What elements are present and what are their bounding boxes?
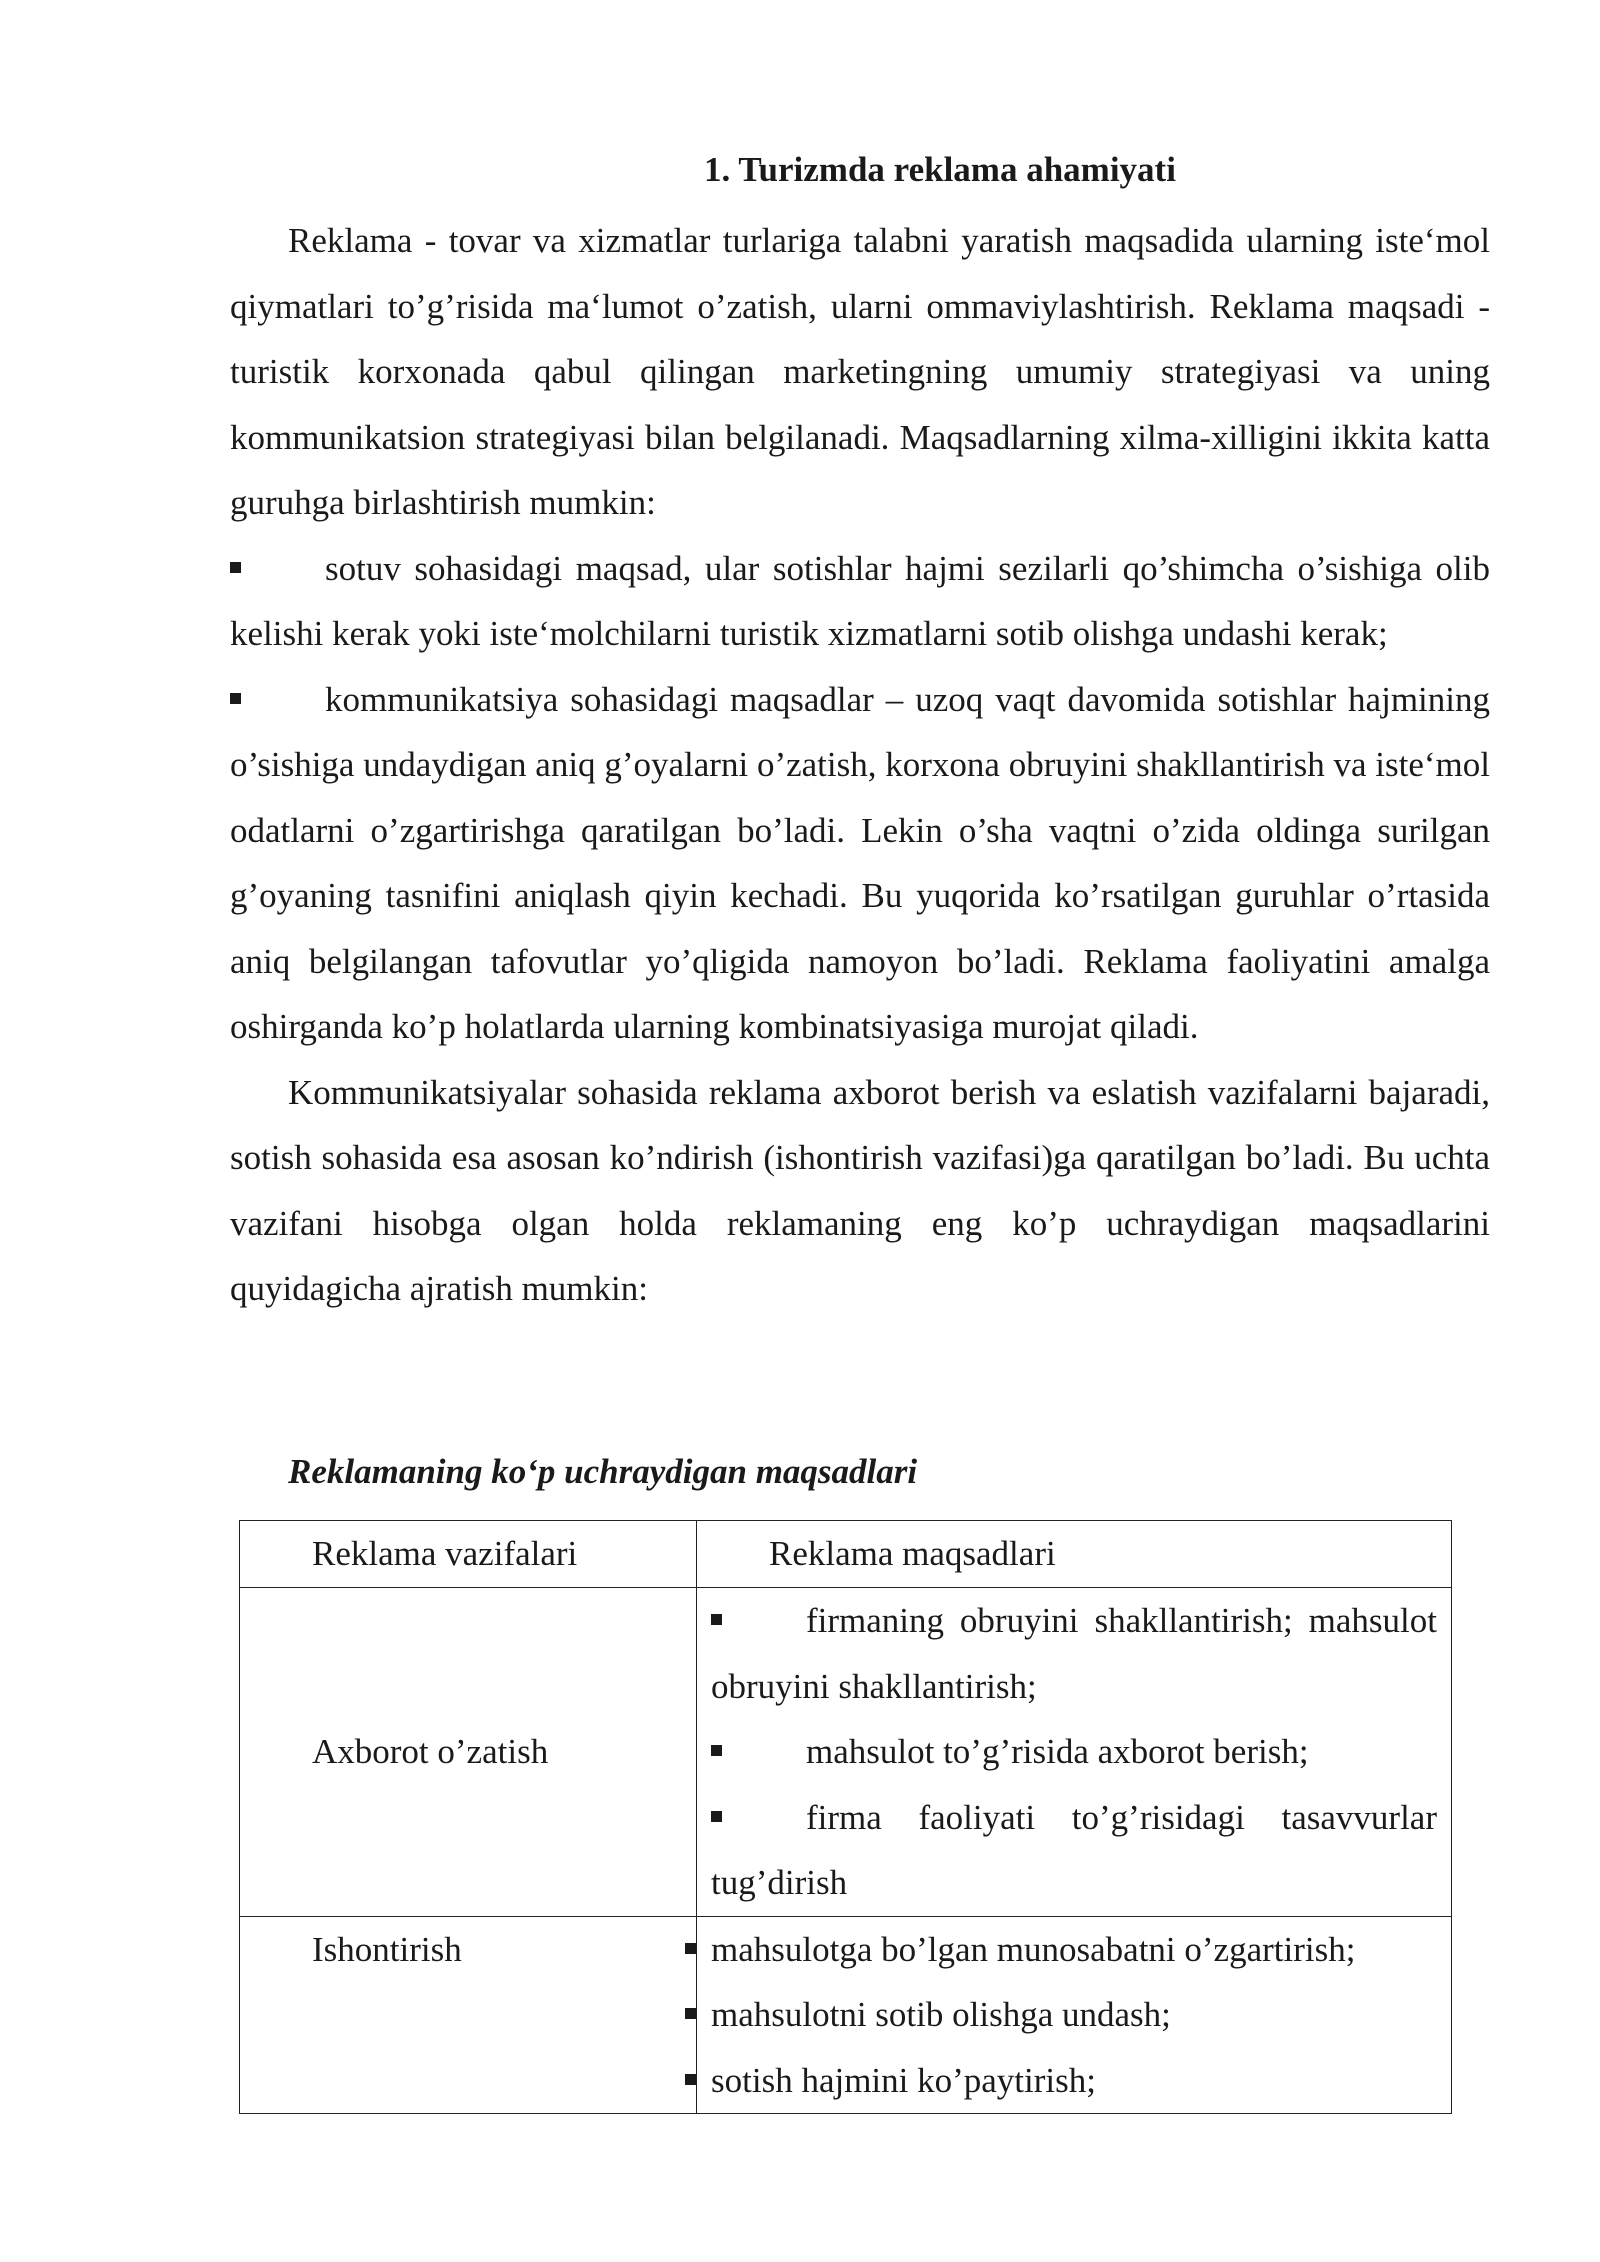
table-header-cell: Reklama maqsadlari	[697, 1521, 1452, 1588]
goal-list	[697, 1917, 1451, 2114]
square-bullet-icon	[711, 1811, 722, 1822]
square-bullet-icon	[711, 1614, 722, 1625]
table-cell-task: Axborot o’zatish	[240, 1588, 697, 1917]
paragraph-definition: Reklama - tovar va xizmatlar turlariga talabni yaratish maqsadida ularning iste‘mol qiymatlari to’g’risida ma‘lumot o’zatish, ularni ommaviylashtirish. Reklama maqsadi - turistik korxonada qabul qilingan marketingning umumiy strategiyasi va uning kommunikatsion strategiyasi bilan belgilanadi. Maqsadlarning xilma-xilligini ikkita katta guruhga birlashtirish mumkin:	[230, 221, 1490, 522]
goal-text: mahsulotni sotib olishga undash;	[711, 1995, 1171, 2034]
square-bullet-icon	[685, 2008, 696, 2019]
goal-item	[711, 1785, 1437, 1916]
goal-text: mahsulot to’g’risida axborot berish;	[806, 1732, 1309, 1771]
bullet-text: sotuv sohasidagi maqsad, ular sotishlar hajmi sezilarli qo’shimcha o’sishiga olib kelishi kerak yoki iste‘molchilarni turistik xizmatlarni sotib olishga undashi kerak;	[230, 548, 1490, 653]
table-cell-goals	[697, 1916, 1452, 2114]
table-caption: Reklamaning ko‘p uchraydigan maqsadlari	[288, 1452, 918, 1491]
body-text	[230, 208, 1490, 1322]
square-bullet-icon	[711, 1745, 722, 1756]
goal-item	[711, 1982, 1437, 2048]
goal-item	[711, 1917, 1437, 1983]
table-header-row	[240, 1521, 1452, 1588]
bullet-item-communication-goal	[230, 667, 1490, 1060]
table-row	[240, 1916, 1452, 2114]
advertising-goals-table	[239, 1520, 1452, 2114]
square-bullet-icon	[230, 693, 241, 704]
table-cell-task: Ishontirish	[240, 1916, 697, 2114]
square-bullet-icon	[685, 2074, 696, 2085]
goal-list	[697, 1588, 1451, 1916]
goal-text: firmaning obruyini shakllantirish; mahsulot obruyini shakllantirish;	[711, 1601, 1437, 1706]
square-bullet-icon	[230, 562, 241, 573]
square-bullet-icon	[685, 1943, 696, 1954]
table-row	[240, 1588, 1452, 1917]
bullet-text: kommunikatsiya sohasidagi maqsadlar – uzoq vaqt davomida sotishlar hajmining o’sishiga undaydigan aniq g’oyalarni o’zatish, korxona obruyini shakllantirish va iste‘mol odatlarni o’zgartirishga qaratilgan bo’ladi. Lekin o’sha vaqtni o’zida oldinga surilgan g’oyaning tasnifini aniqlash qiyin kechadi. Bu yuqorida ko’rsatilgan guruhlar o’rtasida aniq belgilangan tafovutlar yo’qligida namoyon bo’ladi. Reklama faoliyatini amalga oshirganda ko’p holatlarda ularning kombinatsiyasiga murojat qiladi.	[230, 679, 1490, 1046]
section-heading: 1. Turizmda reklama ahamiyati	[704, 150, 1176, 189]
table-header-cell: Reklama vazifalari	[240, 1521, 697, 1588]
goal-text: firma faoliyati to’g’risidagi tasavvurlar tug’dirish	[711, 1797, 1437, 1902]
goal-item	[711, 2048, 1437, 2114]
goal-item	[711, 1588, 1437, 1719]
goal-text: sotish hajmini ko’paytirish;	[711, 2060, 1096, 2100]
goal-item	[711, 1719, 1437, 1785]
goal-text: mahsulotga bo’lgan munosabatni o’zgartirish;	[711, 1929, 1356, 1969]
bullet-item-sales-goal	[230, 536, 1490, 667]
table-cell-goals	[697, 1588, 1452, 1917]
paragraph-functions: Kommunikatsiyalar sohasida reklama axborot berish va eslatish vazifalarni bajaradi, sotish sohasida esa asosan ko’ndirish (ishontirish vazifasi)ga qaratilgan bo’ladi. Bu uchta vazifani hisobga olgan holda reklamaning eng ko’p uchraydigan maqsadlarini quyidagicha ajratish mumkin:	[230, 1072, 1490, 1308]
